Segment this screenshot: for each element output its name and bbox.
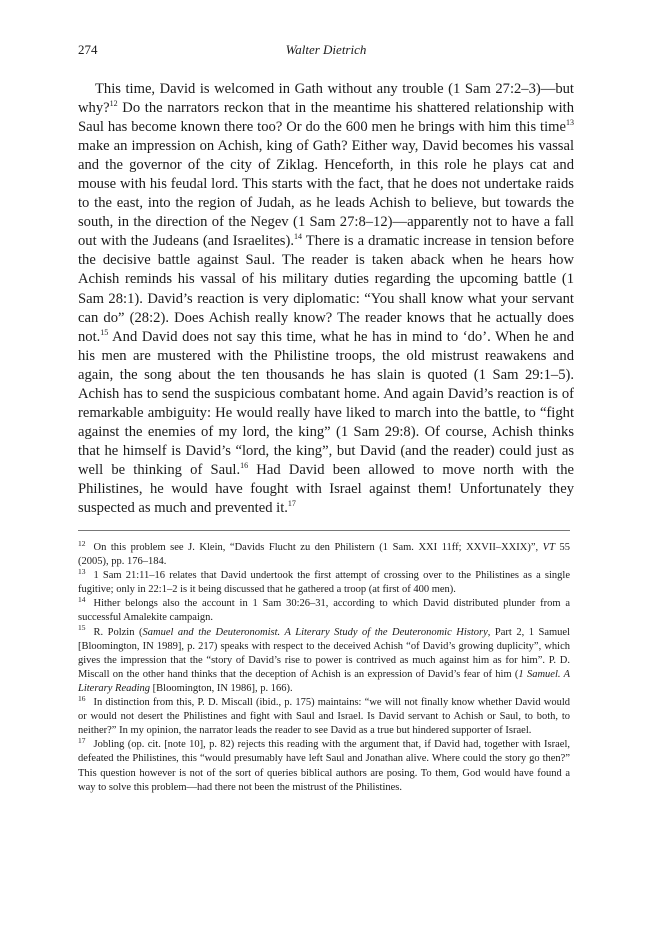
footnote-ref: 14 <box>294 232 302 242</box>
footnote-text: R. Polzin ( <box>93 626 143 638</box>
footnote-ref: 12 <box>109 99 118 109</box>
footnote-16 <box>78 693 570 738</box>
footnote-text: 55 (2005), pp. 176–184. <box>78 542 570 568</box>
footnote-ref: 13 <box>566 118 574 128</box>
body-text: Had David been allowed to move north with the Philistines, he would have fought with Israel against them! Unfortunately they suspected as much and prevented it. <box>78 461 574 517</box>
footnote-text: [Bloomington, IN 1986], p. 166). <box>150 682 293 694</box>
page-number: 274 <box>78 42 98 57</box>
footnote-12 <box>78 538 570 569</box>
body-text: This time, David is welcomed in Gath without any trouble (1 Sam 27:2–3)—but why? <box>78 81 574 117</box>
footnote-text: Jobling (op. cit. [note 10], p. 82) rejects this reading with the argument that, if David had, together with Israel, defeated the Philistines, this “would presumably have left Saul and Jonathan alive. Where could the story go then?” This question however is not of the sort of queries biblical authors are posing. To them, God would have found a way to solve this problem—had there not been the mistrust of the Philistines. <box>78 739 570 793</box>
footnote-number: 16 <box>78 693 86 703</box>
body-paragraph <box>78 80 574 518</box>
running-head: Walter Dietrich <box>285 42 367 57</box>
footnote-ref: 17 <box>287 499 296 509</box>
footnote-number: 14 <box>78 594 86 604</box>
footnote-15 <box>78 623 570 696</box>
body-text: Do the narrators reckon that in the meantime his shattered relationship with Saul has become known there too? Or do the 600 men he brings with him this time <box>78 100 574 136</box>
footnote-number: 13 <box>78 566 86 576</box>
footnote-text: 1 Sam 21:11–16 relates that David undertook the first attempt of crossing over to the Philistines as a single fugitive; only in 22:1–2 is it being discussed that he gathered a troop (at first of 400 men). <box>78 570 570 596</box>
body-text: There is a dramatic increase in tension before the decisive battle against Saul. The reader is taken aback when he hears how Achish reminds his vassal of his military duties regarding the upcoming battle (1 Sam 28:1). David’s reaction is very diplomatic: “You shall know what your servant can do” (28:2). Does Achish really know? The reader knows that he actually does not. <box>78 233 574 345</box>
footnote-text: , Part 2, 1 Samuel [Bloomington, IN 1989], p. 217) speaks with respect to the deceived Achish “of David’s growing duplicity”, which gives the impression that the “story of David’s rise to power is contrived as much against him as for him”. P. D. Miscall on the other hand thinks that the deception of Achish is an expression of David’s fear of him ( <box>78 626 570 680</box>
footnote-italic: VT <box>542 542 555 553</box>
body-text: make an impression on Achish, king of Gath? Either way, David becomes his vassal and the governor of the city of Ziklag. Henceforth, in this role he plays cat and mouse with his feudal lord. This starts with the fact, that he does not undertake raids to the east, into the region of Judah, as he leads Achish to believe, but towards the south, in the direction of the Negev (1 Sam 27:8–12)—apparently not to have a fall out with the Judeans (and Israelites). <box>78 138 574 250</box>
footnote-number: 15 <box>78 623 86 633</box>
footnote-italic: 1 Samuel. A Literary Reading <box>78 668 570 694</box>
footnote-13 <box>78 566 570 597</box>
footnote-ref: 15 <box>100 327 109 337</box>
footnote-number: 12 <box>78 538 86 548</box>
footnote-17 <box>78 735 570 794</box>
footnote-text: Hither belongs also the account in 1 Sam 30:26–31, according to which David distributed plunder from a successful Amalekite campaign. <box>78 598 570 624</box>
footnote-14 <box>78 594 570 625</box>
footnote-ref: 16 <box>240 461 249 471</box>
page-header <box>78 42 574 60</box>
footnote-italic: Samuel and the Deuteronomist. A Literary Study of the Deuteronomic History <box>142 626 488 638</box>
footnote-divider <box>78 530 570 531</box>
footnote-text: On this problem see J. Klein, “Davids Flucht zu den Philistern (1 Sam. XXI 11ff; XXVII–XXIX)”, <box>93 542 543 553</box>
body-text: And David does not say this time, what he has in mind to ‘do’. When he and his men are mustered with the Philistine troops, the old mistrust reawakens and again, the song about the ten thousands he has slain is quoted (1 Sam 29:1–5). Achish has to send the suspicious combatant home. And again David’s reaction is of remarkable ambiguity: He would really have liked to march into the battle, to “fight against the enemies of my lord, the king” (1 Sam 29:8). Of course, Achish thinks that he himself is David’s “lord, the king”, but David (and the reader) could just as well be thinking of Saul. <box>78 328 574 478</box>
footnote-number: 17 <box>78 735 86 745</box>
footnote-text: In distinction from this, P. D. Miscall (ibid., p. 175) maintains: “we will not finally know whether David would or would not desert the Philistines and fight with Saul and Israel. Is David servant to Achish or Saul, to both, to neither?” In my opinion, the narrator leads the reader to see David as a true but hindered supporter of Israel. <box>78 697 570 737</box>
footnotes <box>78 538 570 795</box>
